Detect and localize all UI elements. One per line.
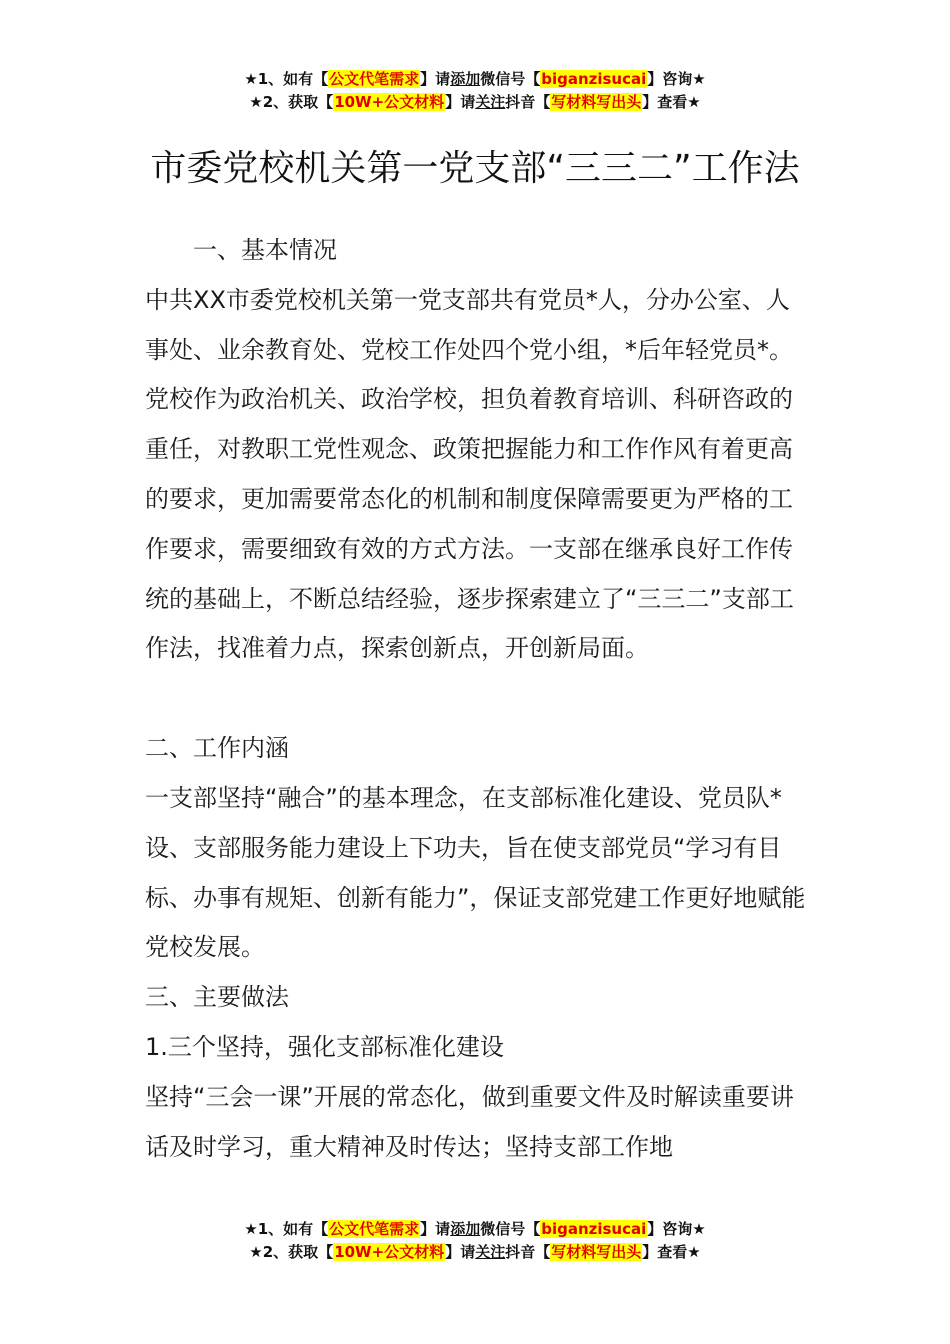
promo-text: 】查看★ [642,93,701,111]
promo-text: 】咨询★ [647,70,706,88]
promo-wechat-id: biganzisucai [541,1220,647,1238]
promo-underline: 关注 [475,93,506,111]
promo-banner-bottom [0,1218,950,1264]
spacer [145,674,810,724]
section-heading: 二、工作内涵 [145,734,289,763]
promo-line-2 [0,1241,950,1264]
promo-text: 】请 [420,1220,451,1238]
promo-underline: 关注 [475,1243,506,1261]
promo-text: 微信号【 [480,70,541,88]
promo-banner-top [0,68,950,114]
promo-text: 】请 [445,93,476,111]
subsection-heading: 1.三个坚持，强化支部标准化建设 [145,1032,504,1061]
promo-text: ★1、如有【 [244,70,329,88]
promo-wechat-id: biganzisucai [541,70,647,88]
section-heading: 一、基本情况 [193,236,337,264]
promo-highlight: 10W+公文材料 [334,93,445,111]
document-title: 市委党校机关第一党支部“三三二”工作法 [150,148,800,190]
paragraph: 坚持“三会一课”开展的常态化，做到重要文件及时解读重要讲话及时学习，重大精神及时传达；坚持支部工作地 [145,1082,794,1161]
promo-highlight: 公文代笔需求 [329,70,420,88]
promo-text: 抖音【 [505,93,551,111]
paragraph: 中共XX市委党校机关第一党支部共有党员*人，分办公室、人事处、业余教育处、党校工作处四个党小组，*后年轻党员*。党校作为政治机关、政治学校，担负着教育培训、科研咨政的重任，对教职工党性观念、政策把握能力和工作作风有着更高的要求，更加需要常态化的机制和制度保障需要更为严格的工作要求，需要细致有效的方式方法。一支部在继承良好工作传统的基础上，不断总结经验，逐步探索建立了“三三二”支部工作法，找准着力点，探索创新点，开创新局面。 [145,285,794,663]
promo-text: ★2、获取【 [249,1243,334,1261]
promo-underline: 添加 [450,1220,481,1238]
promo-text: ★1、如有【 [244,1220,329,1238]
promo-highlight: 10W+公文材料 [334,1243,445,1261]
promo-text: 】咨询★ [647,1220,706,1238]
promo-douyin-id: 写材料写出头 [551,93,642,111]
promo-underline: 添加 [450,70,481,88]
promo-text: 抖音【 [505,1243,551,1261]
promo-text: 】请 [420,70,451,88]
promo-text: 】请 [445,1243,476,1261]
section-heading: 三、主要做法 [145,983,289,1012]
promo-line-1 [0,1218,950,1241]
document-body [145,226,810,1172]
promo-douyin-id: 写材料写出头 [551,1243,642,1261]
promo-text: 微信号【 [480,1220,541,1238]
paragraph: 一支部坚持“融合”的基本理念，在支部标准化建设、党员队*设、支部服务能力建设上下功夫，旨在使支部党员“学习有目标、办事有规矩、创新有能力”，保证支部党建工作更好地赋能党校发展。 [145,783,806,962]
promo-line-2 [0,91,950,114]
promo-highlight: 公文代笔需求 [329,1220,420,1238]
promo-line-1 [0,68,950,91]
promo-text: 】查看★ [642,1243,701,1261]
promo-text: ★2、获取【 [249,93,334,111]
